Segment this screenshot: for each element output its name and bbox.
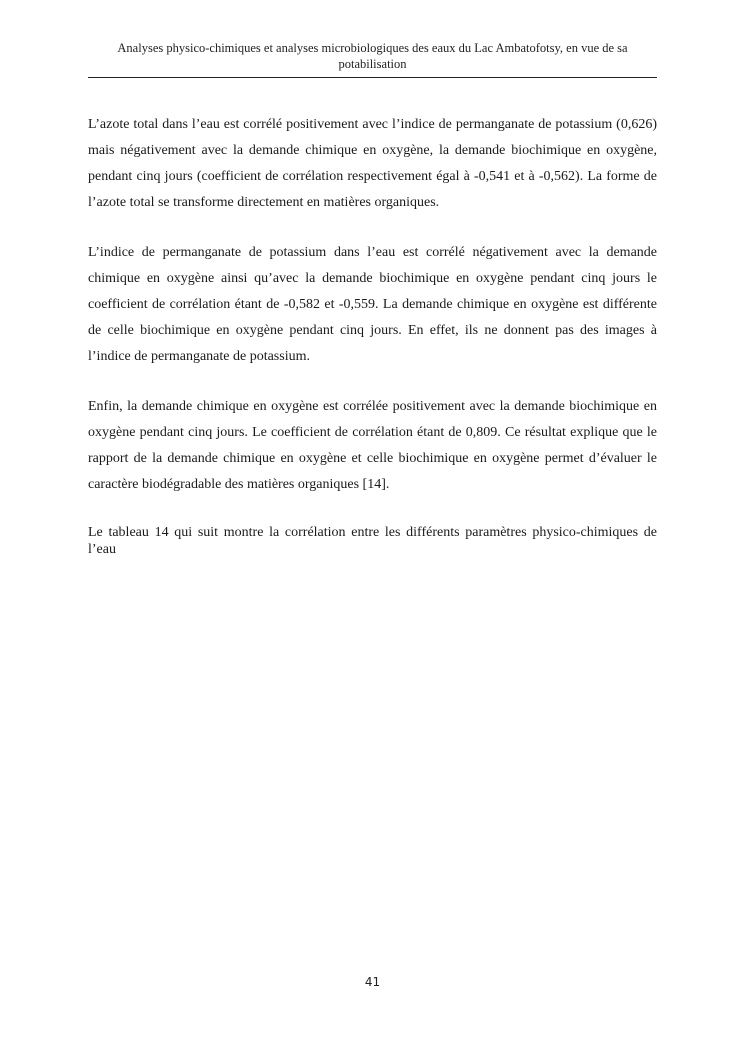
page-number: 41 [364, 975, 381, 989]
body-text [88, 112, 657, 558]
paragraph-indice-permanganate: L’indice de permanganate de potassium dans l’eau est corrélé négativement avec la demande chimique en oxygène ainsi qu’avec la demande biochimique en oxygène pendant cinq jours le coefficient de corrélation étant de -0,582 et -0,559. La demande chimique en oxygène est différente de celle biochimique en oxygène pendant cinq jours. En effet, ils ne donnent pas des images à l’indice de permanganate de potassium. [88, 245, 657, 364]
running-header: Analyses physico-chimiques et analyses microbiologiques des eaux du Lac Ambatofotsy, en vue de sa potabilisation [117, 41, 628, 71]
paragraph-tableau-intro: Le tableau 14 qui suit montre la corrélation entre les différents paramètres physico-chimiques de l’eau [88, 525, 657, 557]
paragraph-azote-total: L’azote total dans l’eau est corrélé positivement avec l’indice de permanganate de potassium (0,626) mais négativement avec la demande chimique en oxygène, la demande biochimique en oxygène, pendant cinq jours (coefficient de corrélation respectivement égal à -0,541 et à -0,562). La forme de l’azote total se transforme directement en matières organiques. [88, 117, 657, 210]
paragraph-demande-chimique: Enfin, la demande chimique en oxygène est corrélée positivement avec la demande biochimique en oxygène pendant cinq jours. Le coefficient de corrélation étant de 0,809. Ce résultat explique que le rapport de la demande chimique en oxygène et celle biochimique en oxygène permet d’évaluer le caractère biodégradable des matières organiques [14]. [88, 399, 657, 492]
header-divider [88, 77, 657, 78]
